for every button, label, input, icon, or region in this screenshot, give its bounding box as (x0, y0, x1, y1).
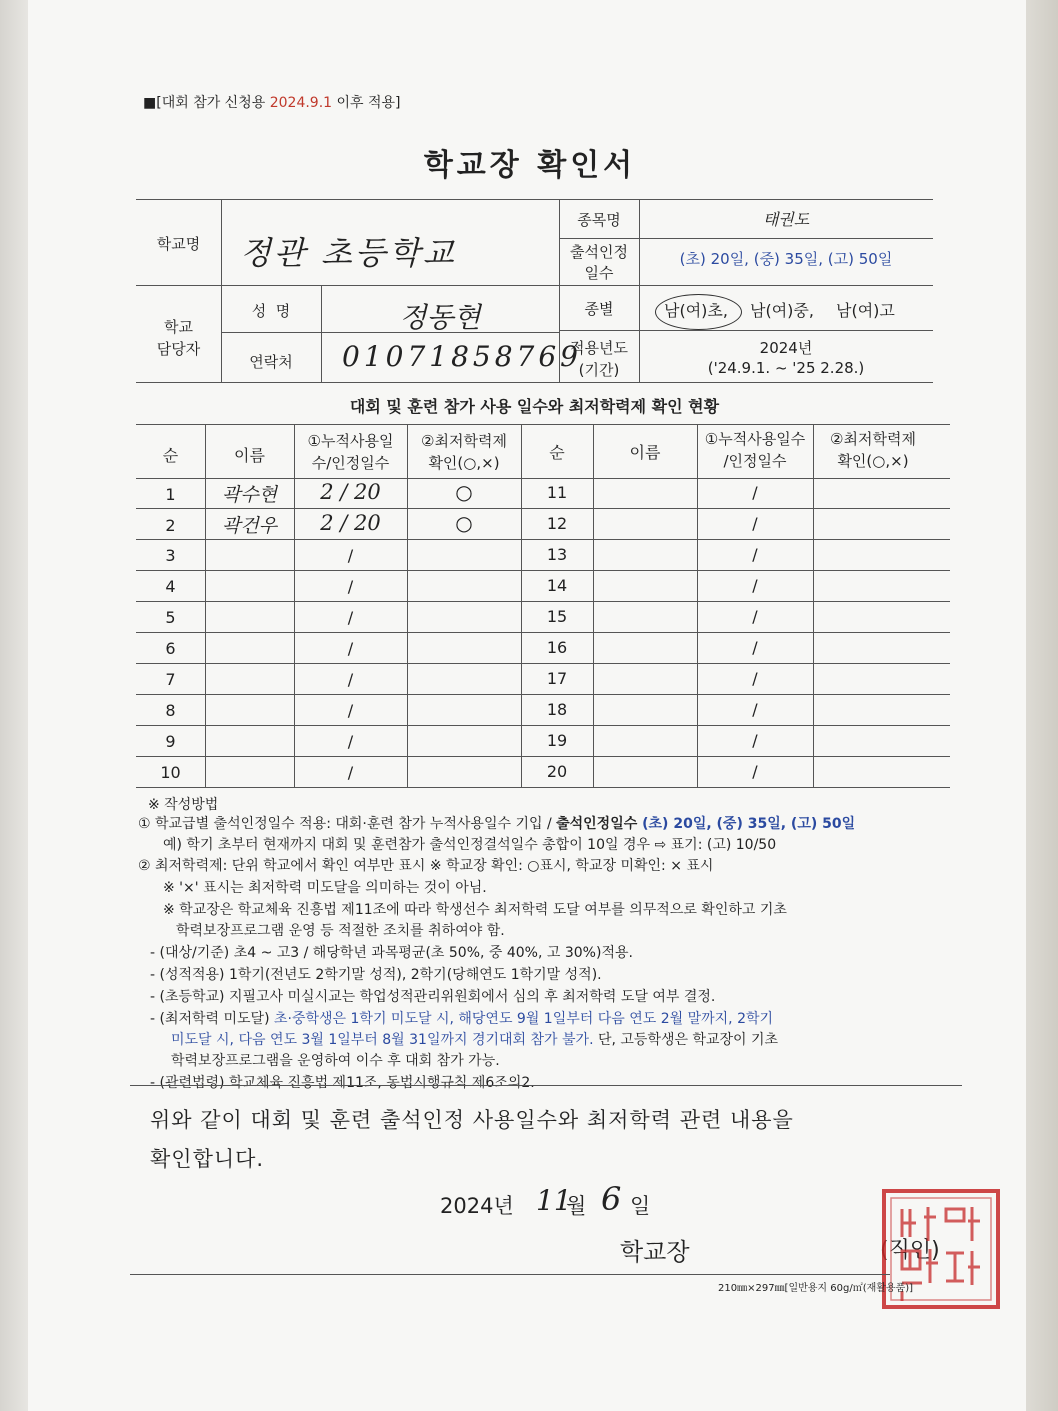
note-1-example: 예) 학기 초부터 현재까지 대회 및 훈련참가 출석인정결석일수 총합이 10일 경우 ⇨ 표기: (고) 10/50 (163, 837, 777, 853)
row-days: / (347, 608, 354, 627)
note-2a: ※ '×' 표시는 최저학력 미도달을 의미하는 것이 아님. (163, 880, 487, 896)
row-days: / (752, 731, 758, 750)
note-2b: ※ 학교장은 학교체육 진흥법 제11조에 따라 학생선수 최저학력 도달 여부를 의무적으로 확인하고 기초 (163, 902, 787, 918)
col-header-days-right: ①누적사용일수 (704, 430, 806, 448)
row-days: / (347, 732, 354, 751)
row-no: 5 (165, 608, 176, 627)
col-header-name-right: 이름 (629, 443, 661, 462)
row-name: 곽건우 (221, 515, 278, 537)
table-border (136, 663, 950, 664)
category-label: 종별 (584, 300, 614, 318)
date-day-unit: 일 (630, 1194, 651, 1218)
row-no: 19 (546, 731, 568, 750)
row-no: 13 (546, 545, 568, 564)
table-border (136, 508, 950, 509)
bullet-law: - (관련법령) 학교체육 진흥법 제11조, 동법시행규칙 제6조의2. (150, 1075, 535, 1091)
date-month-unit: 월 (566, 1194, 587, 1218)
bullet-grades: - (성적적용) 1학기(전년도 2학기말 성적), 2학기(당해연도 1학기말 성적). (150, 967, 602, 983)
info-border (136, 285, 933, 286)
row-days: / (347, 763, 354, 782)
bullet-unmet-cont-2: 학력보장프로그램을 운영하여 이수 후 대회 참가 가능. (171, 1053, 500, 1069)
footer-divider (130, 1274, 890, 1275)
info-border (321, 285, 322, 382)
notes-heading: ※ 작성방법 (148, 797, 219, 813)
table-border (593, 424, 594, 787)
row-no: 3 (165, 546, 176, 565)
row-days: / (752, 669, 758, 688)
category-option-middle: 남(여)중, (750, 301, 814, 320)
row-days: 2 / 20 (320, 480, 381, 504)
row-days: 2 / 20 (320, 511, 381, 535)
col-header-days-2: 수/인정일수 (311, 454, 390, 472)
staff-label-2: 담당자 (156, 340, 201, 358)
sport-value: 태권도 (762, 210, 810, 229)
period-value: ('24.9.1. ~ '25 2.28.) (707, 359, 865, 377)
table-border (136, 756, 950, 757)
school-value: 정관 초등학교 (240, 234, 457, 272)
table-border (136, 694, 950, 695)
contact-label: 연락처 (249, 353, 293, 371)
row-days: / (347, 701, 354, 720)
row-no: 7 (165, 670, 176, 689)
info-border-top (136, 199, 933, 200)
row-days: / (752, 700, 758, 719)
table-border (136, 424, 950, 425)
notes-divider (130, 1085, 962, 1086)
attend-label-2: 일수 (584, 264, 614, 282)
row-days: / (752, 483, 758, 502)
confirm-text-2: 확인합니다. (150, 1147, 265, 1171)
table-border (136, 725, 950, 726)
seal-label: (직인) (880, 1238, 940, 1263)
name-value: 정동현 (399, 301, 481, 334)
note-2: ② 최저학력제: 단위 학교에서 확인 여부만 표시 ※ 학교장 확인: ○표시, 학교장 미확인: × 표시 (138, 858, 714, 874)
table-border (407, 424, 408, 787)
row-no: 14 (546, 576, 568, 595)
row-days: / (752, 514, 758, 533)
confirm-text: 위와 같이 대회 및 훈련 출석인정 사용일수와 최저학력 관련 내용을 (150, 1108, 794, 1132)
row-no: 18 (546, 700, 568, 719)
row-days: / (752, 576, 758, 595)
table-border (136, 539, 950, 540)
year-label: 적용년도 (570, 339, 628, 357)
info-border (559, 330, 933, 331)
contact-value: 01071858769 (342, 340, 582, 373)
year-label-2: (기간) (578, 361, 620, 379)
note-1: ① 학교급별 출석인정일수 적용: 대회·훈련 참가 누적사용일수 기입 / 출석인정일수 (초) 20일, (중) 35일, (고) 50일 (138, 816, 856, 832)
col-header-check-right-2: 확인(○,×) (837, 452, 909, 470)
row-days: / (752, 545, 758, 564)
row-check: ○ (455, 511, 473, 535)
table-border (136, 632, 950, 633)
staff-label: 학교 (164, 318, 193, 336)
col-header-no-right: 순 (549, 443, 565, 462)
date-month: 11 (536, 1184, 572, 1217)
document-title: 학교장 확인서 (423, 148, 637, 183)
category-option-high: 남(여)고 (836, 301, 895, 320)
bullet-unmet-cont: 미도달 시, 다음 연도 3월 1일부터 8월 31일까지 경기대회 참가 불가. 단, 고등학생은 학교장이 기초 (171, 1032, 779, 1048)
row-no: 1 (165, 485, 176, 504)
row-days: / (347, 670, 354, 689)
table-border (136, 601, 950, 602)
year-value: 2024년 (759, 339, 813, 357)
attend-value: (초) 20일, (중) 35일, (고) 50일 (679, 250, 893, 268)
table-border (136, 570, 950, 571)
col-header-check-right: ②최저학력제 (830, 430, 916, 448)
row-no: 8 (165, 701, 176, 720)
table-border (136, 478, 950, 479)
sport-label: 종목명 (577, 211, 621, 229)
row-no: 12 (546, 514, 568, 533)
row-no: 11 (546, 483, 568, 502)
table-border (205, 424, 206, 787)
col-header-check: ②최저학력제 (421, 432, 507, 450)
row-no: 4 (165, 577, 176, 596)
row-no: 15 (546, 607, 568, 626)
info-border (559, 238, 933, 239)
principal-label: 학교장 (620, 1238, 690, 1266)
info-border (136, 382, 933, 383)
school-label: 학교명 (156, 235, 201, 253)
row-days: / (347, 577, 354, 596)
row-name: 곽수현 (221, 484, 278, 506)
name-label: 성 명 (251, 302, 291, 320)
col-header-name: 이름 (234, 446, 265, 465)
bullet-target: - (대상/기준) 초4 ~ 고3 / 해당학년 과목평균(초 50%, 중 40%, 고 30%)적용. (150, 945, 633, 961)
row-no: 16 (546, 638, 568, 657)
bullet-elementary: - (초등학교) 지필고사 미실시교는 학업성적관리위원회에서 심의 후 최저학력 도달 여부 결정. (150, 989, 716, 1005)
row-no: 17 (546, 669, 568, 688)
section-title: 대회 및 훈련 참가 사용 일수와 최저학력제 확인 현황 (349, 397, 720, 416)
row-no: 9 (165, 732, 176, 751)
row-no: 6 (165, 639, 176, 658)
table-border-bottom (136, 787, 950, 788)
row-check: ○ (455, 480, 473, 504)
row-days: / (752, 638, 758, 657)
col-header-days-right-2: /인정일수 (723, 452, 787, 470)
bullet-unmet: - (최저학력 미도달) 초·중학생은 1학기 미도달 시, 해당연도 9월 1일부터 다음 연도 2월 말까지, 2학기 (150, 1011, 774, 1027)
note-2b-cont: 학력보장프로그램 운영 등 적절한 조치를 취하여야 함. (176, 923, 505, 939)
col-header-check-2: 확인(○,×) (428, 454, 500, 472)
row-no: 10 (160, 763, 181, 782)
category-option-elementary: 남(여)초, (664, 301, 728, 320)
row-no: 2 (165, 516, 176, 535)
date-year: 2024년 (440, 1194, 514, 1218)
col-header-days: ①누적사용일 (307, 432, 394, 450)
row-days: / (752, 762, 758, 781)
col-header-no: 순 (162, 446, 179, 465)
table-border (813, 424, 814, 787)
paper-spec-footer: 210㎜×297㎜[일반용지 60g/㎡(재활용품)] (718, 1283, 914, 1294)
date-day: 6 (601, 1180, 622, 1218)
row-no: 20 (546, 762, 568, 781)
row-days: / (347, 546, 354, 565)
attend-label: 출석인정 (570, 243, 628, 261)
header-note: ■[대회 참가 신청용 2024.9.1 이후 적용] (143, 95, 401, 111)
row-days: / (347, 639, 354, 658)
row-days: / (752, 607, 758, 626)
